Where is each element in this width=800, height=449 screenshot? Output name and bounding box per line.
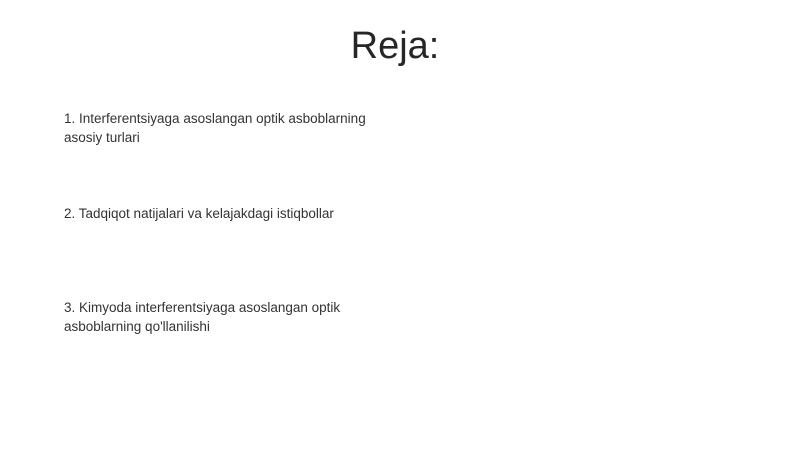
plan-item-1: 1. Interferentsiyaga asoslangan optik asboblarning asosiy turlari <box>64 111 366 145</box>
plan-item-3: 3. Kimyoda interferentsiyaga asoslangan optik asboblarning qo'llanilishi <box>64 300 341 334</box>
slide-title: Reja: <box>350 25 440 67</box>
plan-item-2: 2. Tadqiqot natijalari va kelajakdagi istiqbollar <box>64 206 334 221</box>
